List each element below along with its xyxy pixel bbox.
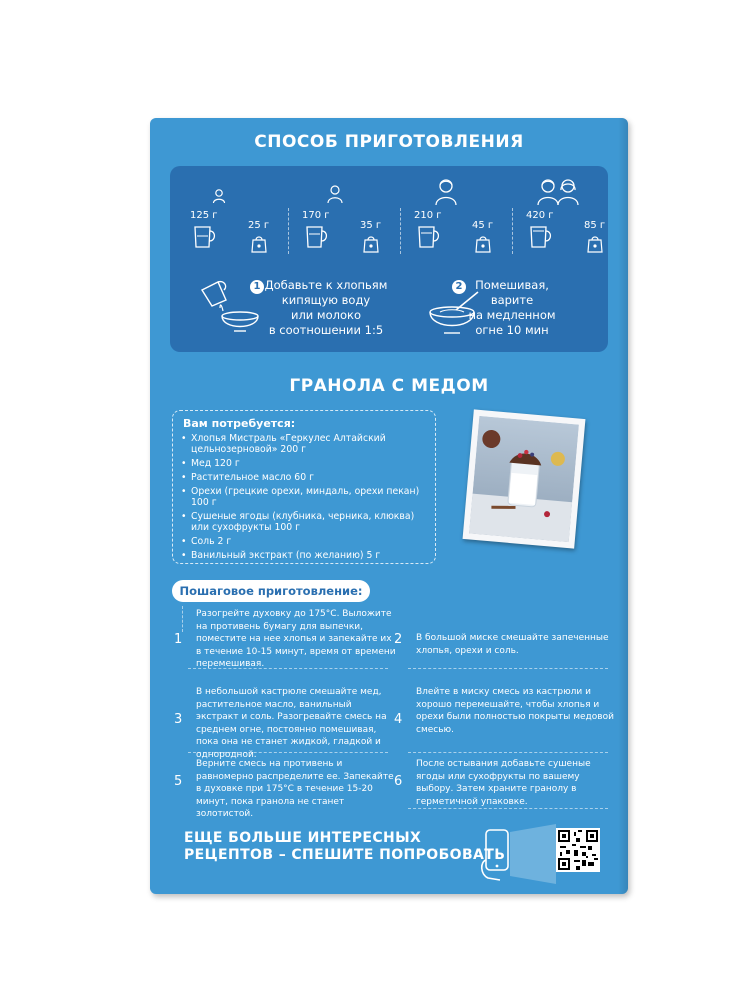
- water-amount: 170 г: [302, 210, 330, 221]
- step-number: 2: [394, 632, 403, 647]
- step-text: Разогрейте духовку до 175°C. Выложите на противень бумагу для выпечки, поместите на нее хлопья и запекайте их в течение 10-15 минут, время от времени перемешивая.: [196, 609, 396, 669]
- flakes-amount: 85 г: [584, 220, 606, 231]
- promo-line-1: ЕЩЕ БОЛЬШЕ ИНТЕРЕСНЫХ: [184, 830, 422, 846]
- ingredients-list: [181, 433, 431, 564]
- package-back: [150, 118, 628, 894]
- ingredient-item: • Сушеные ягоды (клубника, черника, клюква) или сухофрукты 100 г: [181, 511, 431, 533]
- water-amount: 125 г: [190, 210, 218, 221]
- portion-2: [302, 178, 402, 258]
- measuring-jug-icon: [528, 224, 554, 250]
- step-text: Влейте в миску смесь из кастрюли и хорошо перемешайте, чтобы хлопья и орехи были полностью покрыты медовой смесью.: [416, 687, 614, 735]
- recipe-step-4: [394, 686, 612, 752]
- ingredient-item: • Орехи (грецкие орехи, миндаль, орехи пекан) 100 г: [181, 486, 431, 508]
- measuring-jug-icon: [304, 224, 330, 250]
- step-text: Добавьте к хлопьям кипящую воду или молоко в соотношении 1:5: [264, 278, 388, 337]
- step-number: 2: [452, 280, 466, 294]
- ingredients-title: Вам потребуется:: [183, 417, 296, 430]
- ingredient-item: • Ванильный экстракт (по желанию) 5 г: [181, 550, 431, 561]
- steps-title: Пошаговое приготовление:: [172, 580, 370, 602]
- recipe-title: ГРАНОЛА С МЕДОМ: [289, 376, 489, 396]
- recipe-step-5: [174, 758, 392, 824]
- recipe-step-3: [174, 686, 392, 760]
- qr-code-icon: [558, 830, 598, 870]
- granola-photo: [463, 409, 586, 548]
- flakes-pack-icon: [586, 234, 604, 254]
- promo-line-2: РЕЦЕПТОВ – СПЕШИТЕ ПОПРОБОВАТЬ: [184, 847, 506, 863]
- portion-1: [190, 178, 290, 258]
- recipe-step-1: [174, 606, 396, 672]
- recipe-step-6: [394, 758, 612, 824]
- divider: [400, 208, 401, 254]
- step-text: После остывания добавьте сушеные ягоды или сухофрукты по вашему выбору. Затем храните гранолу в герметичной упаковке.: [416, 759, 591, 807]
- method-title: СПОСОБ ПРИГОТОВЛЕНИЯ: [254, 132, 524, 152]
- ingredient-item: • Хлопья Мистраль «Геркулес Алтайский цельнозерновой» 200 г: [181, 433, 431, 455]
- flakes-amount: 45 г: [472, 220, 494, 231]
- measuring-jug-icon: [416, 224, 442, 250]
- ingredient-item: • Мед 120 г: [181, 458, 431, 469]
- recipe-step-2: [394, 606, 612, 672]
- measuring-jug-icon: [192, 224, 218, 250]
- step-number: 6: [394, 774, 403, 789]
- divider: [512, 208, 513, 254]
- step-number: 1: [174, 632, 183, 647]
- ingredient-item: • Растительное масло 60 г: [181, 472, 431, 483]
- step-text: В большой миске смешайте запеченные хлопья, орехи и соль.: [416, 633, 609, 656]
- step-number: 4: [394, 712, 403, 727]
- step-text: Помешивая, варите на медленном огне 10 мин: [468, 278, 556, 337]
- ingredients-box: [172, 410, 436, 564]
- water-amount: 210 г: [414, 210, 442, 221]
- promo-text: [184, 830, 505, 864]
- flakes-pack-icon: [250, 234, 268, 254]
- step-number: 1: [250, 280, 264, 294]
- phone-scan-icon: [480, 824, 556, 884]
- step-number: 3: [174, 712, 183, 727]
- portion-3: [414, 178, 514, 258]
- step-text: В небольшой кастрюле смешайте мед, растительное масло, ванильный экстракт и соль. Разогревайте смесь на среднем огне, постоянно помешивая, пока она не станет жидкой, гладкой и однородной.: [196, 687, 387, 760]
- granola-glass-image: [469, 416, 579, 542]
- ingredient-item: • Соль 2 г: [181, 536, 431, 547]
- portion-4: [526, 178, 626, 258]
- person-icon: [212, 188, 226, 204]
- flakes-amount: 35 г: [360, 220, 382, 231]
- water-amount: 420 г: [526, 210, 554, 221]
- person-icon: [326, 184, 344, 204]
- flakes-pack-icon: [362, 234, 380, 254]
- couple-icon: [536, 178, 580, 206]
- person-icon: [434, 178, 458, 206]
- flakes-pack-icon: [474, 234, 492, 254]
- step-text: Верните смесь на противень и равномерно распределите ее. Запекайте в духовке при 175°C в течение 15-20 минут, пока гранола не станет золотистой.: [196, 759, 394, 819]
- flakes-amount: 25 г: [248, 220, 270, 231]
- divider: [288, 208, 289, 254]
- step-number: 5: [174, 774, 183, 789]
- method-panel: [170, 166, 608, 352]
- qr-code[interactable]: [556, 828, 600, 872]
